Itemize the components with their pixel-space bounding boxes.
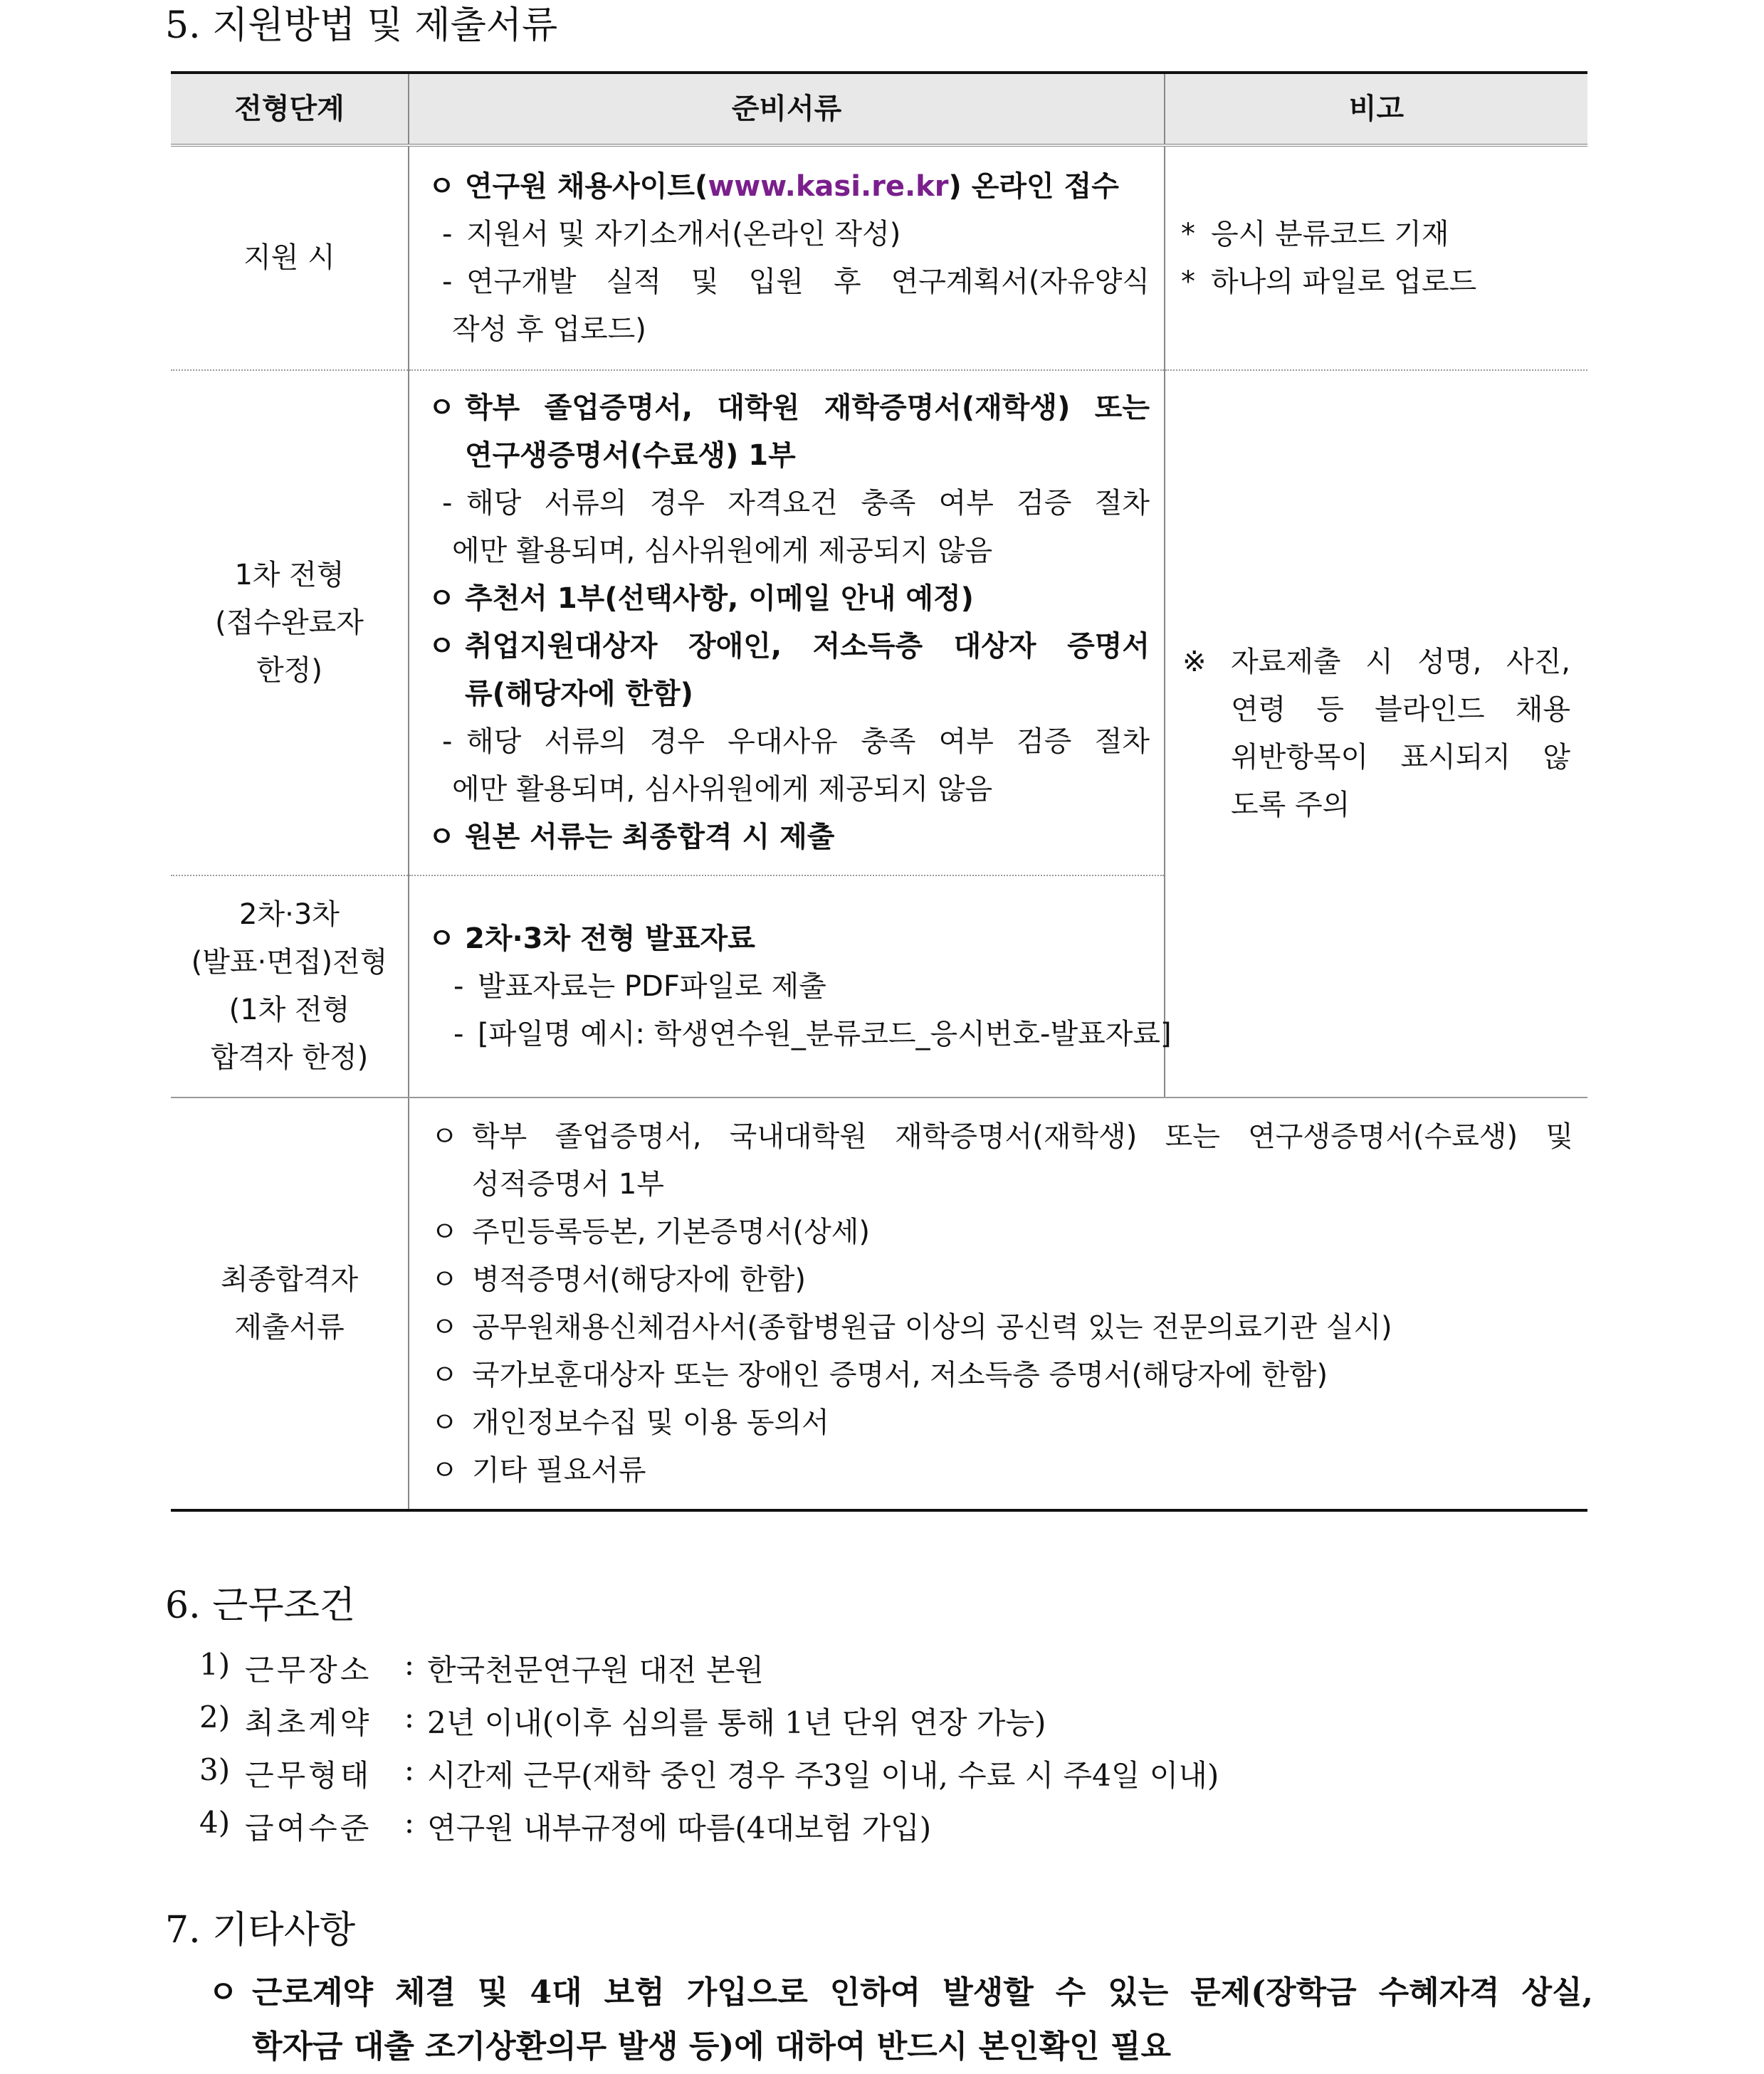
table-row-first-round — [171, 370, 1587, 875]
list-item: 4) 급여수준 : 연구원 내부규정에 따름(4대보험 가입) — [199, 1805, 932, 1846]
list-item: ㅇ 근로계약 체결 및 4대 보험 가입으로 인하여 발생할 수 있는 문제(장학금 수혜자격 상실, — [208, 1974, 1593, 2011]
list-item: ㅇ 병적증명서(해당자에 한함) — [431, 1263, 806, 1296]
list-item: 1) 근무장소 : 한국천문연구원 대전 본원 — [199, 1647, 764, 1688]
stage-first-round: 1차 전형 (접수완료자 한정) — [171, 370, 409, 875]
section-5-title: 5. 지원방법 및 제출서류 — [165, 4, 558, 47]
list-item: * 하나의 파일로 업로드 — [1181, 265, 1477, 298]
remarks-apply — [1165, 145, 1587, 370]
list-item: ㅇ 개인정보수집 및 이용 동의서 — [431, 1406, 829, 1439]
remarks-blind-hiring: ※ 자료제출 시 성명, 사진, 연령 등 블라인드 채용 위반항목이 표시되지 않 도록 주의 — [1165, 370, 1587, 1097]
list-item: ※ 자료제출 시 성명, 사진, — [1182, 646, 1570, 678]
list-item: 2) 최초계약 : 2년 이내(이후 심의를 통해 1년 단위 연장 가능) — [199, 1700, 1046, 1740]
list-item: - 지원서 및 자기소개서(온라인 작성) — [442, 217, 901, 251]
list-item: ㅇ 취업지원대상자 장애인, 저소득층 대상자 증명서 — [428, 630, 1150, 663]
section-6-title: 6. 근무조건 — [165, 1584, 356, 1627]
list-item: - 발표자료는 PDF파일로 제출 — [453, 969, 826, 1003]
list-item: - 해당 서류의 경우 우대사유 충족 여부 검증 절차 — [442, 725, 1150, 758]
list-item: 3) 근무형태 : 시간제 근무(재학 중인 경우 주3일 이내, 수료 시 주4일 이내) — [199, 1752, 1219, 1793]
list-item: ㅇ 국가보훈대상자 또는 장애인 증명서, 저소득층 증명서(해당자에 한함) — [431, 1358, 1328, 1391]
stage-second-third-round: 2차·3차 (발표·면접)전형 (1차 전형 합격자 한정) — [171, 875, 409, 1097]
list-item: ㅇ 학부 졸업증명서, 대학원 재학증명서(재학생) 또는 — [428, 391, 1150, 424]
docs-first-round: ㅇ 학부 졸업증명서, 대학원 재학증명서(재학생) 또는 연구생증명서(수료생) 1부 - 해당 서류의 경우 자격요건 충족 여부 검증 절차 에만 활용되며, 심사위원에게 제공되지 않음 ㅇ 추천서 1부(선택사항, 이메일 안내 예정) ㅇ 취업지원대상자 장애인, 저소득층 대상자 증명서 류(해당자에 한함) - 해당 서류의 경우 우대사유 충족 여부 검증 절차 에만 활용되며, 심사위원에게 제공되지 않음 ㅇ 원본 서류는 최종합격 시 제출 — [409, 370, 1165, 875]
other-notes: ㅇ 근로계약 체결 및 4대 보험 가입으로 인하여 발생할 수 있는 문제(장학금 수혜자격 상실, 학자금 대출 조기상환의무 발생 등)에 대하여 반드시 본인확인 필요 — [208, 1966, 1593, 2074]
docs-apply: ㅇ 연구원 채용사이트(www.kasi.re.kr) 온라인 접수 - 지원서 및 자기소개서(온라인 작성) - 연구개발 실적 및 입원 후 연구계획서(자유양식 작성 후 업로드) — [409, 145, 1165, 370]
list-item: * 응시 분류코드 기재 — [1181, 217, 1449, 251]
table-row-final — [171, 1097, 1587, 1510]
list-item: ㅇ 기타 필요서류 — [431, 1453, 646, 1487]
header-stage: 전형단계 — [171, 73, 409, 145]
docs-final: ㅇ 학부 졸업증명서, 국내대학원 재학증명서(재학생) 또는 연구생증명서(수료생) 및 성적증명서 1부 ㅇ 주민등록등본, 기본증명서(상세) ㅇ 병적증명서(해당자에 한함) ㅇ 공무원채용신체검사서(종합병원급 이상의 공신력 있는 전문의료기관 실시) ㅇ 국가보훈대상자 또는 장애인 증명서, 저소득층 증명서(해당자에 한함) ㅇ 개인정보수집 및 이용 동의서 ㅇ 기타 필요서류 — [409, 1097, 1587, 1510]
list-item: ㅇ 주민등록등본, 기본증명서(상세) — [431, 1215, 870, 1248]
kasi-site-link[interactable]: www.kasi.re.kr — [708, 169, 949, 203]
stage-apply: 지원 시 — [171, 145, 409, 370]
table-header-row — [171, 73, 1587, 145]
list-item: ㅇ 공무원채용신체검사서(종합병원급 이상의 공신력 있는 전문의료기관 실시) — [431, 1310, 1392, 1344]
header-documents: 준비서류 — [409, 73, 1165, 145]
list-item: ㅇ 원본 서류는 최종합격 시 제출 — [428, 821, 835, 853]
list-item: ㅇ 연구원 채용사이트(www.kasi.re.kr) 온라인 접수 — [428, 169, 1119, 203]
documents-table — [171, 71, 1587, 1512]
list-item: ㅇ 학부 졸업증명서, 국내대학원 재학증명서(재학생) 또는 연구생증명서(수료생) 및 — [431, 1120, 1573, 1153]
list-item: - 해당 서류의 경우 자격요건 충족 여부 검증 절차 — [442, 487, 1150, 520]
header-remarks: 비고 — [1165, 73, 1587, 145]
stage-final: 최종합격자 제출서류 — [171, 1097, 409, 1510]
list-item: - 연구개발 실적 및 입원 후 연구계획서(자유양식 — [442, 265, 1150, 298]
table-row-apply — [171, 145, 1587, 370]
list-item: ㅇ 추천서 1부(선택사항, 이메일 안내 예정) — [428, 582, 974, 615]
list-item: ㅇ 2차·3차 전형 발표자료 — [428, 922, 755, 955]
list-item: - [파일명 예시: 학생연수원_분류코드_응시번호-발표자료] — [453, 1017, 1172, 1051]
docs-second-third-round — [409, 875, 1172, 1097]
section-7-title: 7. 기타사항 — [165, 1909, 356, 1952]
